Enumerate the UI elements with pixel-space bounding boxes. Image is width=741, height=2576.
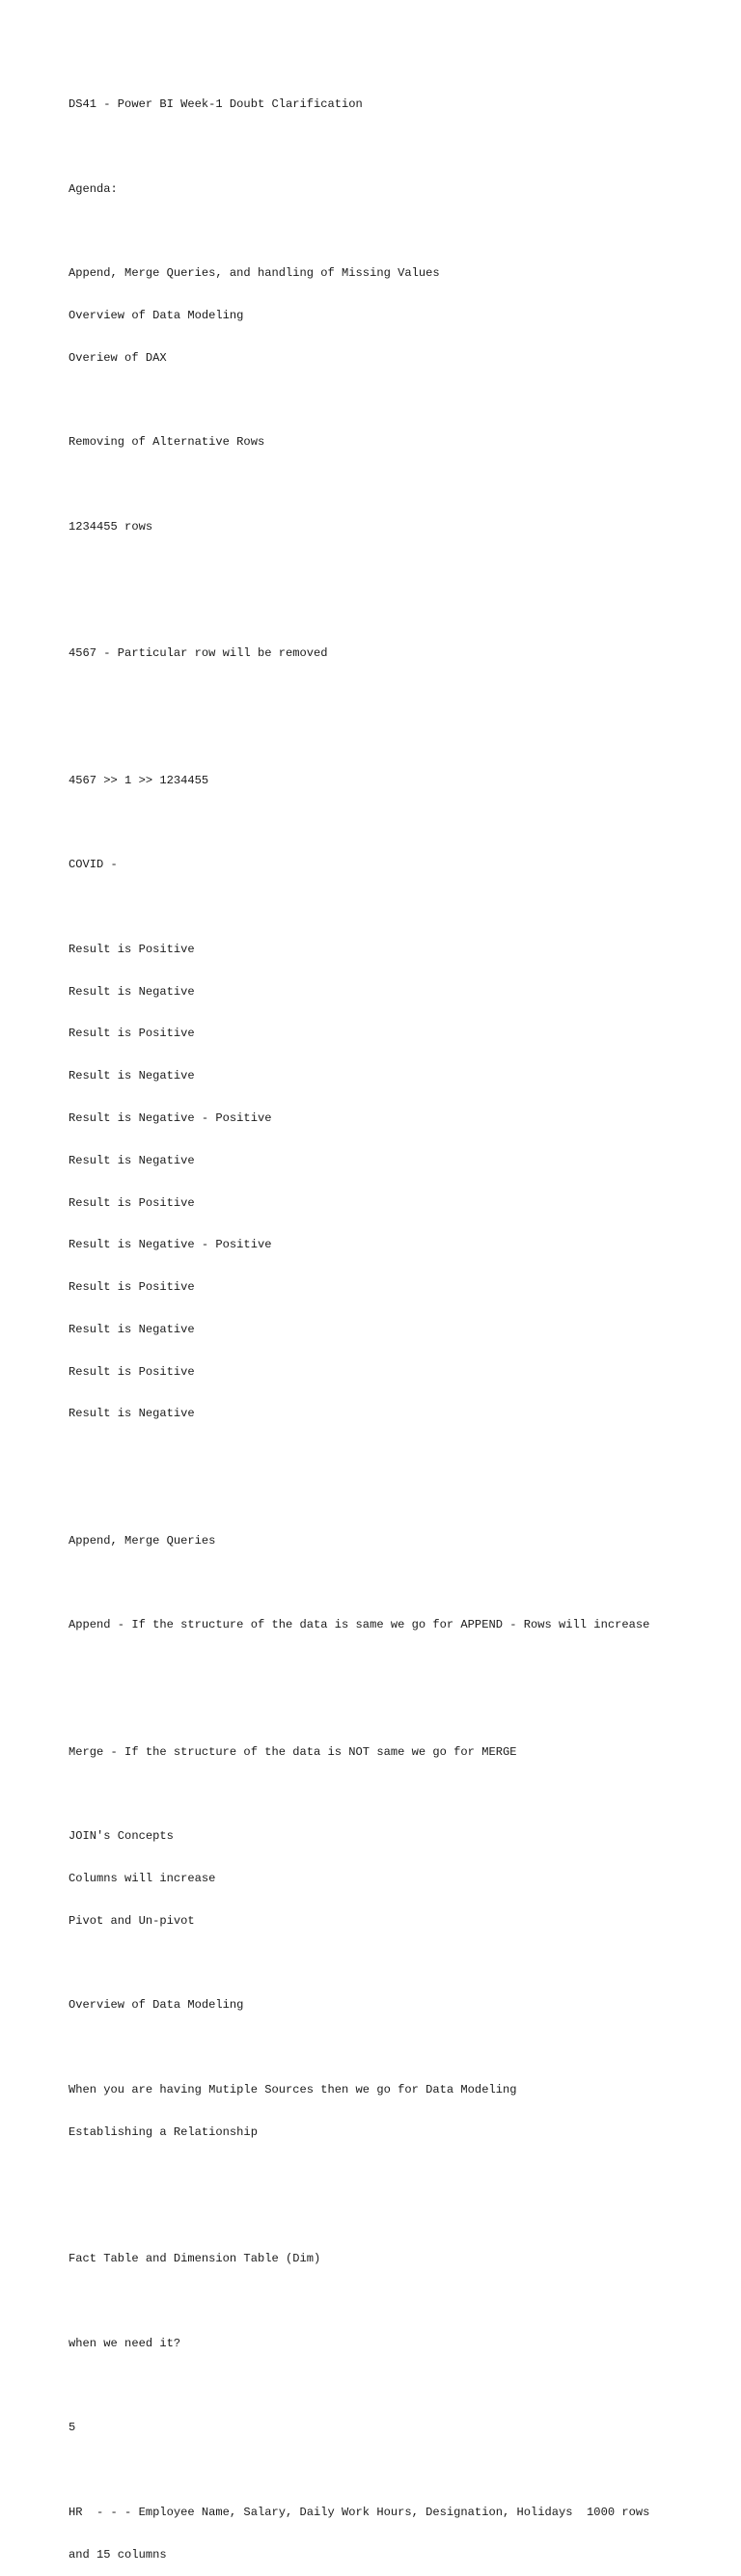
text-line <box>69 2041 705 2055</box>
text-line: HR - - - Employee Name, Salary, Daily Work Hours, Designation, Holidays 1000 rows <box>69 2505 650 2519</box>
text-line <box>69 1492 705 1506</box>
text-line: Append - If the structure of the data is same we go for APPEND - Rows will increase <box>69 1618 650 1632</box>
text-line <box>69 1957 705 1971</box>
text-line <box>69 1449 705 1464</box>
text-line <box>69 2294 705 2309</box>
result-line: Result is Negative <box>69 1069 195 1083</box>
text-line <box>69 1703 705 1717</box>
text-line: Pivot and Un-pivot <box>69 1913 195 1928</box>
agenda-item: Overiew of DAX <box>69 350 167 365</box>
result-line: Result is Negative <box>69 1407 195 1421</box>
result-line: Result is Negative - Positive <box>69 1110 272 1125</box>
text-line: When you are having Mutiple Sources then we go for Data Modeling <box>69 2082 517 2096</box>
text-line <box>69 2167 705 2181</box>
text-line <box>69 2209 705 2224</box>
text-line <box>69 689 705 703</box>
text-line <box>69 562 705 577</box>
text-line: 1234455 rows <box>69 520 153 534</box>
text-line: JOIN's Concepts <box>69 1829 174 1844</box>
section-heading: Removing of Alternative Rows <box>69 435 265 450</box>
text-line <box>69 2378 705 2393</box>
text-line: Merge - If the structure of the data is NOT same we go for MERGE <box>69 1744 517 1759</box>
text-line <box>69 2463 705 2478</box>
result-line: Result is Positive <box>69 1364 195 1379</box>
text-line <box>69 605 705 619</box>
agenda-item: Append, Merge Queries, and handling of Missing Values <box>69 266 440 281</box>
text-line: Columns will increase <box>69 1872 216 1885</box>
text-line <box>69 478 705 492</box>
text-line: 5 <box>69 2421 76 2435</box>
document-body <box>69 69 705 2576</box>
text-line <box>69 140 705 154</box>
text-line: 4567 >> 1 >> 1234455 <box>69 773 209 787</box>
text-line: when we need it? <box>69 2336 181 2350</box>
section-heading: COVID - <box>69 858 118 872</box>
text-line: and 15 columns <box>69 2547 167 2562</box>
result-line: Result is Negative - Positive <box>69 1238 272 1252</box>
text-line: Establishing a Relationship <box>69 2124 258 2139</box>
text-line <box>69 225 705 239</box>
text-line: 4567 - Particular row will be removed <box>69 646 328 661</box>
text-line <box>69 394 705 408</box>
text-line <box>69 731 705 746</box>
result-line: Result is Positive <box>69 1280 195 1295</box>
text-line <box>69 1576 705 1591</box>
result-line: Result is Negative <box>69 1153 195 1167</box>
result-line: Result is Positive <box>69 1195 195 1210</box>
result-line: Result is Positive <box>69 1027 195 1041</box>
agenda-item: Overview of Data Modeling <box>69 309 244 323</box>
text-line <box>69 900 705 915</box>
text-line <box>69 1787 705 1801</box>
document-title: DS41 - Power BI Week-1 Doubt Clarification <box>69 97 363 112</box>
result-line: Result is Negative <box>69 984 195 999</box>
section-heading: Append, Merge Queries <box>69 1533 216 1548</box>
text-line: Fact Table and Dimension Table (Dim) <box>69 2252 321 2266</box>
agenda-heading: Agenda: <box>69 181 118 196</box>
result-line: Result is Positive <box>69 942 195 956</box>
section-heading: Overview of Data Modeling <box>69 1998 244 2013</box>
result-line: Result is Negative <box>69 1322 195 1336</box>
text-line <box>69 1660 705 1675</box>
text-line <box>69 815 705 830</box>
